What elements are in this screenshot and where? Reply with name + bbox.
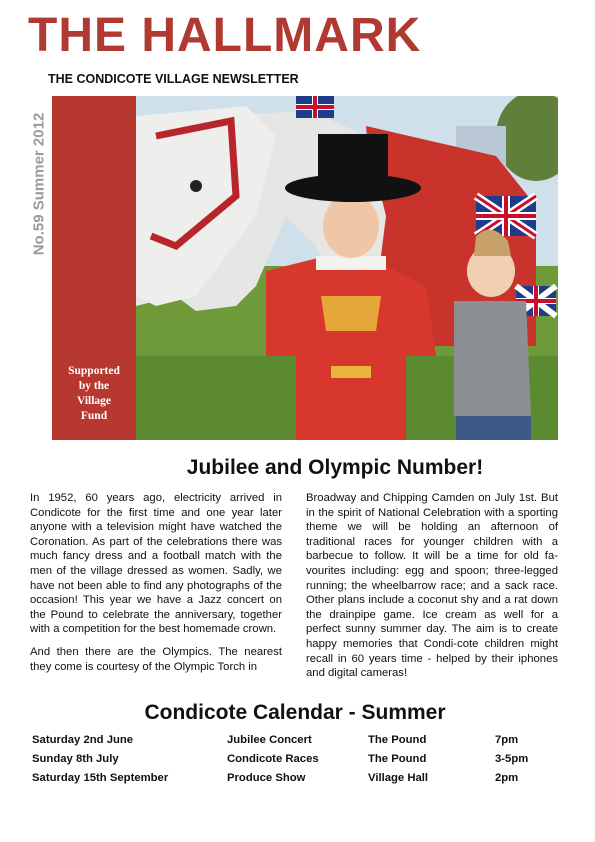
event-date: Saturday 2nd June [32,733,134,746]
event-name: Jubilee Concert [227,733,312,746]
event-name: Condicote Races [227,752,319,765]
cover-photo-illustration [136,96,558,440]
article-column-left [30,491,282,682]
cover-photo [136,96,558,440]
fund-line: Fund [80,410,108,422]
article-paragraph: In 1952, 60 years ago, electricity arrived in Condicote for the first time and one year later anyone with a television might have watched the Coronation. As part of the celebrations there was much fancy dress and a football match with the men of the village dressed as women. Sadly, we have not been able to find any photographs of the occasion! This year we have a Jazz concert on the Pound to celebrate the anniversary, together with a competition for the best homemade crown. [30,492,282,636]
fund-line: Supported [68,365,120,377]
newsletter-subtitle: THE CONDICOTE VILLAGE NEWSLETTER [48,72,299,86]
fund-notice [52,364,136,424]
article-paragraph: Broadway and Chipping Camden on July 1st. But in the spirit of National Celebration with a sporting theme we will be holding an afternoon of traditional races for younger children with a barbecue to follow. It will be a time for old fa-vourites including: egg and spoon; three-legged running; the wheelbarrow race; and a sack race. Other plans include a coconut shy and a rat down the drainpipe game. Ice cream as well for a perfect sunny summer day. The aim is to create happy memories that Condi-cote children might recall in 60 years time - helped by their iphones and digital cameras! [306,492,558,680]
fund-line: by the [78,380,110,392]
issue-label-text: No.59 Summer 2012 [30,112,48,255]
table-row [32,768,555,787]
article-headline: Jubilee and Olympic Number! [186,456,484,479]
issue-label [28,96,50,271]
event-place: Village Hall [368,771,429,784]
event-time: 7pm [495,733,519,746]
event-date: Saturday 15th September [32,771,169,784]
table-row [32,730,555,749]
newsletter-title: THE HALLMARK [28,9,422,62]
sidebar-bar [52,96,136,440]
event-date: Sunday 8th July [32,752,119,765]
event-name: Produce Show [227,771,306,784]
calendar-title: Condicote Calendar - Summer [144,701,446,724]
calendar-table [32,730,555,787]
event-time: 2pm [495,771,519,784]
event-place: The Pound [368,752,427,765]
event-place: The Pound [368,733,427,746]
event-time: 3-5pm [495,752,529,765]
article-paragraph: And then there are the Olympics. The nearest they come is courtesy of the Olympic Torch in [30,645,282,673]
article-column-right [306,491,558,689]
table-row [32,749,555,768]
fund-line: Village [76,395,112,407]
